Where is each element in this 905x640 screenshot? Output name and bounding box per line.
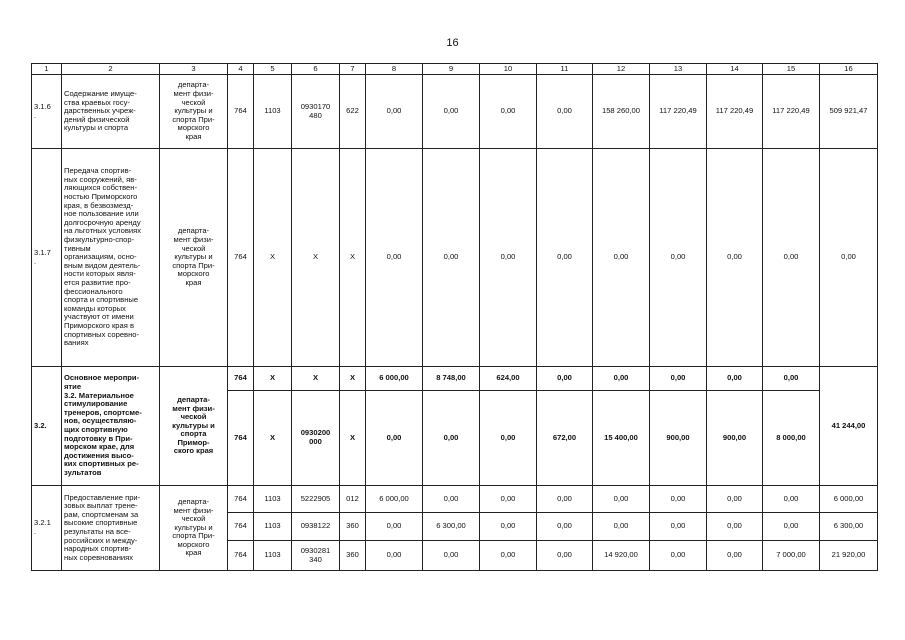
executor: департа- мент физи- ческой культуры и спорта Примор- ского края: [160, 367, 228, 486]
cell: 7 000,00: [763, 541, 820, 571]
header-cell: 9: [423, 64, 480, 75]
cell: 0,00: [537, 75, 593, 149]
header-cell: 12: [593, 64, 650, 75]
cell: 0,00: [423, 486, 480, 513]
cell: 624,00: [480, 367, 537, 391]
cell: 0930170 480: [292, 75, 340, 149]
page-number: 16: [446, 37, 459, 49]
cell: 900,00: [650, 391, 707, 486]
cell: 764: [228, 541, 254, 571]
cell: 0,00: [593, 513, 650, 541]
item-number: 3.1.6 .: [32, 75, 62, 149]
cell: 0,00: [537, 486, 593, 513]
header-cell: 10: [480, 64, 537, 75]
header-cell: 15: [763, 64, 820, 75]
cell: 8 000,00: [763, 391, 820, 486]
cell: 0,00: [820, 149, 878, 367]
cell: 0,00: [537, 513, 593, 541]
item-name: Передача спортив- ных сооружений, яв- ляющихся собствен- ностью Приморского края, в безвозмезд- ное пользование или долгосрочную аренду на льготных условиях физкультурно-спор- тивным организациям, осно- вным видом деятель- ности которых явля- ется развитие про- фессионального спорта и спортивные команды которых участвуют от имени Приморского края в спортивных соревно- ваниях: [62, 149, 160, 367]
table-row: [32, 486, 878, 513]
cell: 0,00: [593, 367, 650, 391]
cell: 900,00: [707, 391, 763, 486]
cell: 0,00: [763, 513, 820, 541]
cell: 0938122: [292, 513, 340, 541]
cell: 0,00: [480, 541, 537, 571]
item-name: Содержание имуще- ства краевых госу- дарственных учреж- дений физической культуры и спорта: [62, 75, 160, 149]
cell: 0,00: [366, 391, 423, 486]
cell: 0,00: [366, 541, 423, 571]
table-row: [32, 149, 878, 367]
header-cell: 1: [32, 64, 62, 75]
cell: X: [254, 391, 292, 486]
cell: 1103: [254, 75, 292, 149]
cell: 0,00: [537, 367, 593, 391]
cell: 8 748,00: [423, 367, 480, 391]
cell: 6 300,00: [423, 513, 480, 541]
cell: 0,00: [763, 486, 820, 513]
cell: 012: [340, 486, 366, 513]
cell: 764: [228, 513, 254, 541]
header-cell: 4: [228, 64, 254, 75]
budget-table: [31, 63, 878, 571]
cell: 6 000,00: [366, 486, 423, 513]
cell: X: [292, 149, 340, 367]
header-cell: 13: [650, 64, 707, 75]
cell: 0,00: [423, 541, 480, 571]
item-name: Предоставление при- зовых выплат трене- рам, спортсменам за высокие спортивные результаты на все- российских и между- народных спортив- ных соревнованиях: [62, 486, 160, 571]
cell: 158 260,00: [593, 75, 650, 149]
cell: 6 000,00: [366, 367, 423, 391]
cell: 1103: [254, 513, 292, 541]
cell: 0,00: [707, 486, 763, 513]
cell: X: [254, 367, 292, 391]
cell: 764: [228, 149, 254, 367]
cell: 764: [228, 367, 254, 391]
cell: 1103: [254, 486, 292, 513]
cell: 0,00: [537, 149, 593, 367]
executor: департа- мент физи- ческой культуры и спорта При- морского края: [160, 75, 228, 149]
cell: 0,00: [650, 513, 707, 541]
header-cell: 11: [537, 64, 593, 75]
cell: 14 920,00: [593, 541, 650, 571]
header-row: [32, 64, 878, 75]
cell: 0,00: [480, 486, 537, 513]
executor: департа- мент физи- ческой культуры и спорта При- морского края: [160, 486, 228, 571]
cell: 509 921,47: [820, 75, 878, 149]
item-number: 3.1.7 .: [32, 149, 62, 367]
cell: 0,00: [480, 513, 537, 541]
cell: 764: [228, 486, 254, 513]
cell: 5222905: [292, 486, 340, 513]
cell: 0,00: [650, 149, 707, 367]
cell: 15 400,00: [593, 391, 650, 486]
cell: 0,00: [650, 367, 707, 391]
cell: 764: [228, 391, 254, 486]
header-cell: 6: [292, 64, 340, 75]
cell: 672,00: [537, 391, 593, 486]
item-name: Основное меропри- ятие 3.2. Материальное стимулирование тренеров, спортсме- нов, осуществляю- щих спортивную подготовку в При- морском крае, для достижения высо- ких спортивных ре- зультатов: [62, 367, 160, 486]
cell: 360: [340, 541, 366, 571]
cell: 0,00: [423, 391, 480, 486]
cell: 1103: [254, 541, 292, 571]
cell: X: [292, 367, 340, 391]
cell: 117 220,49: [650, 75, 707, 149]
cell: 0,00: [707, 367, 763, 391]
header-cell: 8: [366, 64, 423, 75]
header-cell: 3: [160, 64, 228, 75]
item-number: 3.2.1 .: [32, 486, 62, 571]
header-cell: 7: [340, 64, 366, 75]
cell: 6 300,00: [820, 513, 878, 541]
cell: 6 000,00: [820, 486, 878, 513]
cell: X: [340, 367, 366, 391]
cell: 41 244,00: [820, 367, 878, 486]
cell: 117 220,49: [763, 75, 820, 149]
cell: 0,00: [423, 149, 480, 367]
cell: 0,00: [650, 486, 707, 513]
cell: 0,00: [650, 541, 707, 571]
cell: 360: [340, 513, 366, 541]
header-cell: 16: [820, 64, 878, 75]
cell: 0,00: [480, 75, 537, 149]
table-row: [32, 367, 878, 391]
cell: 0930200 000: [292, 391, 340, 486]
cell: 0,00: [366, 75, 423, 149]
header-cell: 14: [707, 64, 763, 75]
cell: 0,00: [707, 513, 763, 541]
cell: 0,00: [480, 391, 537, 486]
cell: 0,00: [593, 149, 650, 367]
cell: 0,00: [366, 149, 423, 367]
executor: департа- мент физи- ческой культуры и спорта При- морского края: [160, 149, 228, 367]
cell: 0,00: [366, 513, 423, 541]
header-cell: 2: [62, 64, 160, 75]
cell: X: [340, 149, 366, 367]
cell: X: [254, 149, 292, 367]
cell: 0930281 340: [292, 541, 340, 571]
cell: 0,00: [537, 541, 593, 571]
cell: 0,00: [763, 149, 820, 367]
cell: 622: [340, 75, 366, 149]
cell: 0,00: [480, 149, 537, 367]
table-row: [32, 75, 878, 149]
header-cell: 5: [254, 64, 292, 75]
cell: 117 220,49: [707, 75, 763, 149]
cell: 0,00: [593, 486, 650, 513]
cell: 21 920,00: [820, 541, 878, 571]
cell: 0,00: [707, 541, 763, 571]
cell: 764: [228, 75, 254, 149]
cell: X: [340, 391, 366, 486]
cell: 0,00: [423, 75, 480, 149]
item-number: 3.2.: [32, 367, 62, 486]
cell: 0,00: [763, 367, 820, 391]
cell: 0,00: [707, 149, 763, 367]
